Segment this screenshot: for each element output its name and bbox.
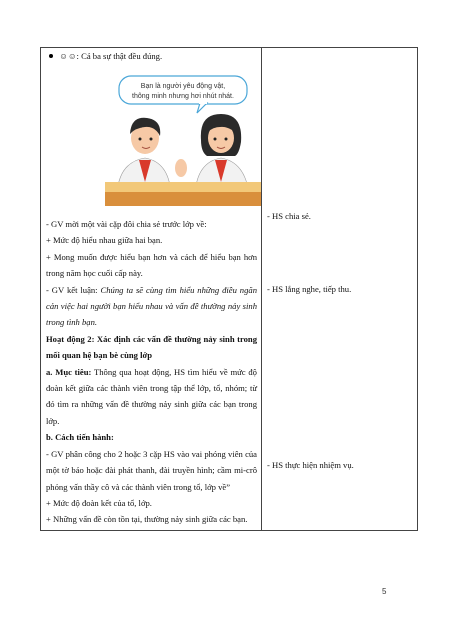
procedure-heading: b. Cách tiến hành: <box>46 432 114 443</box>
student-response-3: - HS thực hiện nhiệm vụ. <box>267 460 354 470</box>
paragraph: - GV phân công cho 2 hoặc 3 cặp HS vào vai phóng viên của một tờ báo hoặc đài phát thanh, đài truyền hình; cầm mi-crô phỏng vấn thầy cô và các thành viên trong tổ, lớp về” <box>46 448 257 492</box>
lesson-table <box>40 47 418 531</box>
teacher-activity-text <box>41 216 261 530</box>
conclusion-paragraph <box>46 282 257 331</box>
goal-label: a. Mục tiêu: <box>46 366 92 377</box>
table-row <box>41 48 418 531</box>
paragraph: + Mức độ hiểu nhau giữa hai bạn. <box>46 235 163 246</box>
bullet-text: ☺☺: Cả ba sự thật đều đúng. <box>59 51 163 61</box>
speech-line-2: thông minh nhưng hơi nhút nhát. <box>132 93 234 100</box>
goal-text: Thông qua hoạt động, HS tìm hiểu về mức độ đoàn kết giữa các thành viên trong tập thể lớp, tổ, nhóm; từ đó tìm ra những vấn đề thường nảy sinh giữa các bạn trong lớp. <box>46 366 257 426</box>
bullet-item <box>41 48 261 61</box>
activity-heading: Hoạt động 2: Xác định các vấn đề thường nảy sinh trong mối quan hệ bạn bè cùng lớp <box>46 333 257 361</box>
paragraph: - GV mời một vài cặp đôi chia sẻ trước lớp về: <box>46 219 207 229</box>
student-response-2: - HS lắng nghe, tiếp thu. <box>267 284 352 294</box>
goal-paragraph <box>46 364 257 430</box>
student-response-1: - HS chia sẻ. <box>267 211 311 221</box>
speech-line-1: Bạn là người yêu động vật, <box>140 83 226 90</box>
conclusion-italic: Chúng ta sẽ cùng tìm hiểu những điều ngăn cản việc hai người bạn hiểu nhau và vấn đề thường nảy sinh trong tình bạn. <box>46 284 257 328</box>
page-number: 5 <box>382 587 387 596</box>
two-students-illustration <box>105 70 261 208</box>
student-activity-cell <box>262 48 418 531</box>
paragraph: + Mức độ đoàn kết của tổ, lớp. <box>46 497 152 508</box>
paragraph: + Mong muốn được hiểu bạn hơn và cách để hiểu bạn hơn trong năm học cuối cấp này. <box>46 251 257 279</box>
conclusion-prefix: - GV kết luận: <box>46 284 101 295</box>
bullet-icon <box>49 54 53 58</box>
paragraph: + Những vấn đề còn tồn tại, thường nảy sinh giữa các bạn. <box>46 514 248 525</box>
teacher-activity-cell <box>41 48 262 531</box>
